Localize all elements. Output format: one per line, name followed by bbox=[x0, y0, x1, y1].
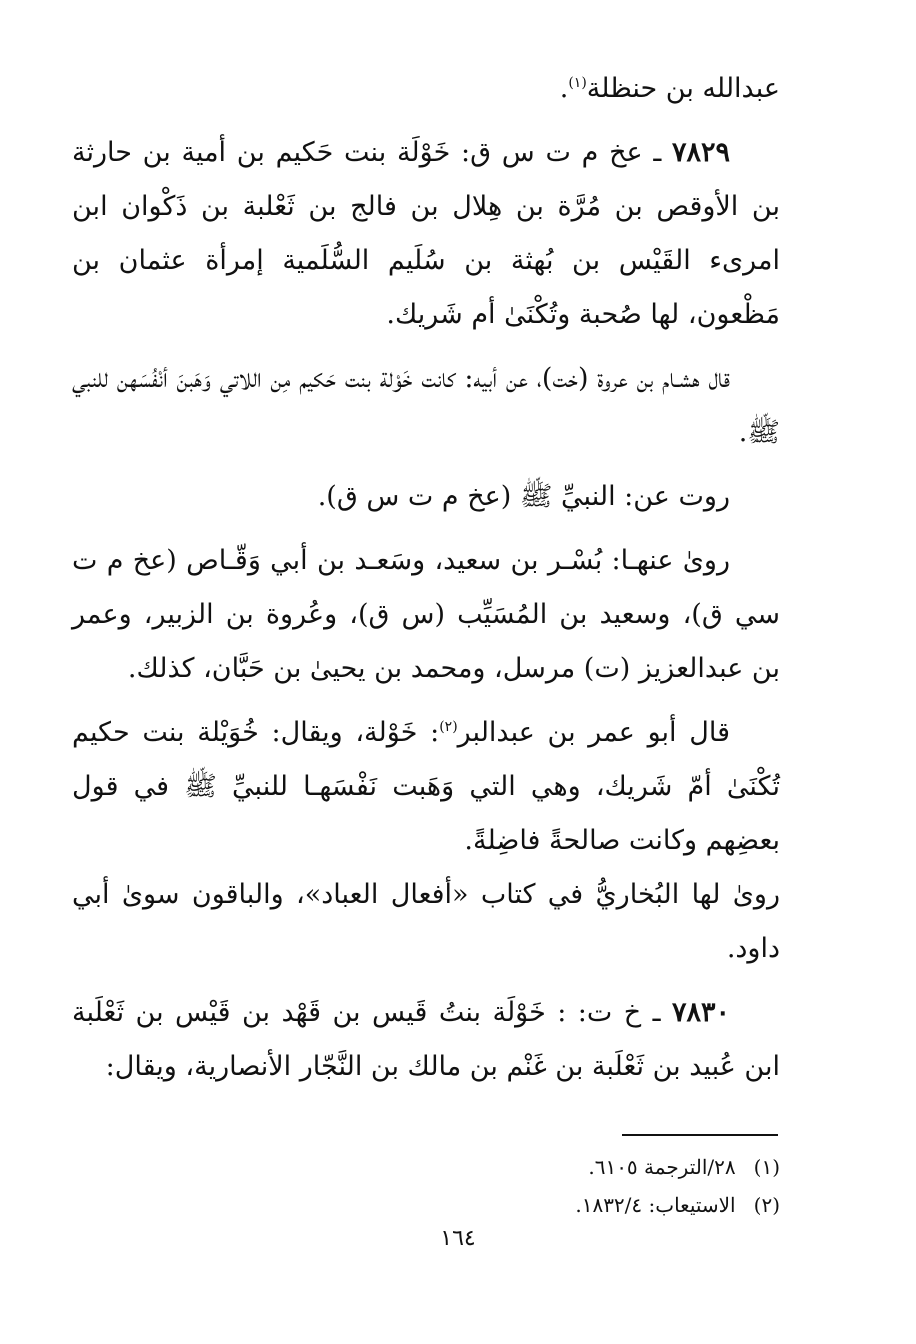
main-text bbox=[72, 62, 780, 1094]
paragraph-1: عبدالله بن حنظلة$^{(١)}$. bbox=[559, 73, 780, 104]
footnote-ref-1: (١) bbox=[568, 75, 587, 91]
entry-number: ٧٨٢٩ bbox=[671, 137, 730, 168]
footnote-ref-2: (٢) bbox=[439, 719, 458, 735]
paragraph-3: قال هشـام بن عروة (خت)، عن أبيه: كانت خَوْلة بنت حَكيم مِن اللاتي وَهَبنَ أنْفُسَهن للنبي ﷺ. bbox=[72, 363, 780, 448]
footnote-1: (١)٢٨/الترجمة ٦١٠٥. bbox=[588, 1155, 780, 1179]
footnote-divider bbox=[622, 1134, 778, 1136]
entry-7830: ٧٨٣٠ ـ خ ت: : خَوْلَة بنتُ قَيس بن قَهْد بن قَيْس بن ثَعْلَبة ابن عُبيد بن ثَعْلَبة بن غَنْم بن مالك بن النَّجّار الأنصارية، ويقال: bbox=[72, 997, 780, 1082]
footnote-2: (٢)الاستيعاب: ١٨٣٢/٤. bbox=[575, 1193, 780, 1217]
paragraph-6: قال أبو عمر بن عبدالبر$^{(٢)}$: خَوْلة، ويقال: خُوَيْلة بنت حكيم تُكْنَىٰ أمّ شَريك، وهي التي وَهَبت نَفْسَهـا للنبيِّ ﷺ في قول بعضِهم وكانت صالحةً فاضِلةً. bbox=[72, 717, 780, 856]
footnotes bbox=[72, 1148, 780, 1224]
paragraph-7: روىٰ لها البُخاريُّ في كتاب «أفعال العباد»، والباقون سوىٰ أبي داود. bbox=[72, 879, 780, 964]
entry-number: ٧٨٣٠ bbox=[671, 997, 730, 1028]
page-number: ١٦٤ bbox=[440, 1226, 476, 1251]
paragraph-4: روت عن: النبيِّ ﷺ (عخ م ت س ق). bbox=[317, 481, 730, 512]
entry-7829: ٧٨٢٩ ـ عخ م ت س ق: خَوْلَة بنت حَكيم بن أمية بن حارثة بن الأوقص بن مُرَّة بن هِلال بن فالج بن ثَعْلبة بن ذَكْوان ابن امرىء القَيْس بن بُهثة بن سُلَيم السُّلَمية إمرأة عثمان بن مَظْعون، لها صُحبة وتُكْنَىٰ أم شَريك. bbox=[72, 137, 780, 330]
paragraph-5: روىٰ عنهـا: بُسْـر بن سعيد، وسَعـد بن أبي وَقّـاص (عخ م ت سي ق)، وسعيد بن المُسَيِّب (س ق)، وعُروة بن الزبير، وعمر بن عبدالعزيز (ت) مرسل، ومحمد بن يحيىٰ بن حَبَّان، كذلك. bbox=[72, 545, 780, 684]
